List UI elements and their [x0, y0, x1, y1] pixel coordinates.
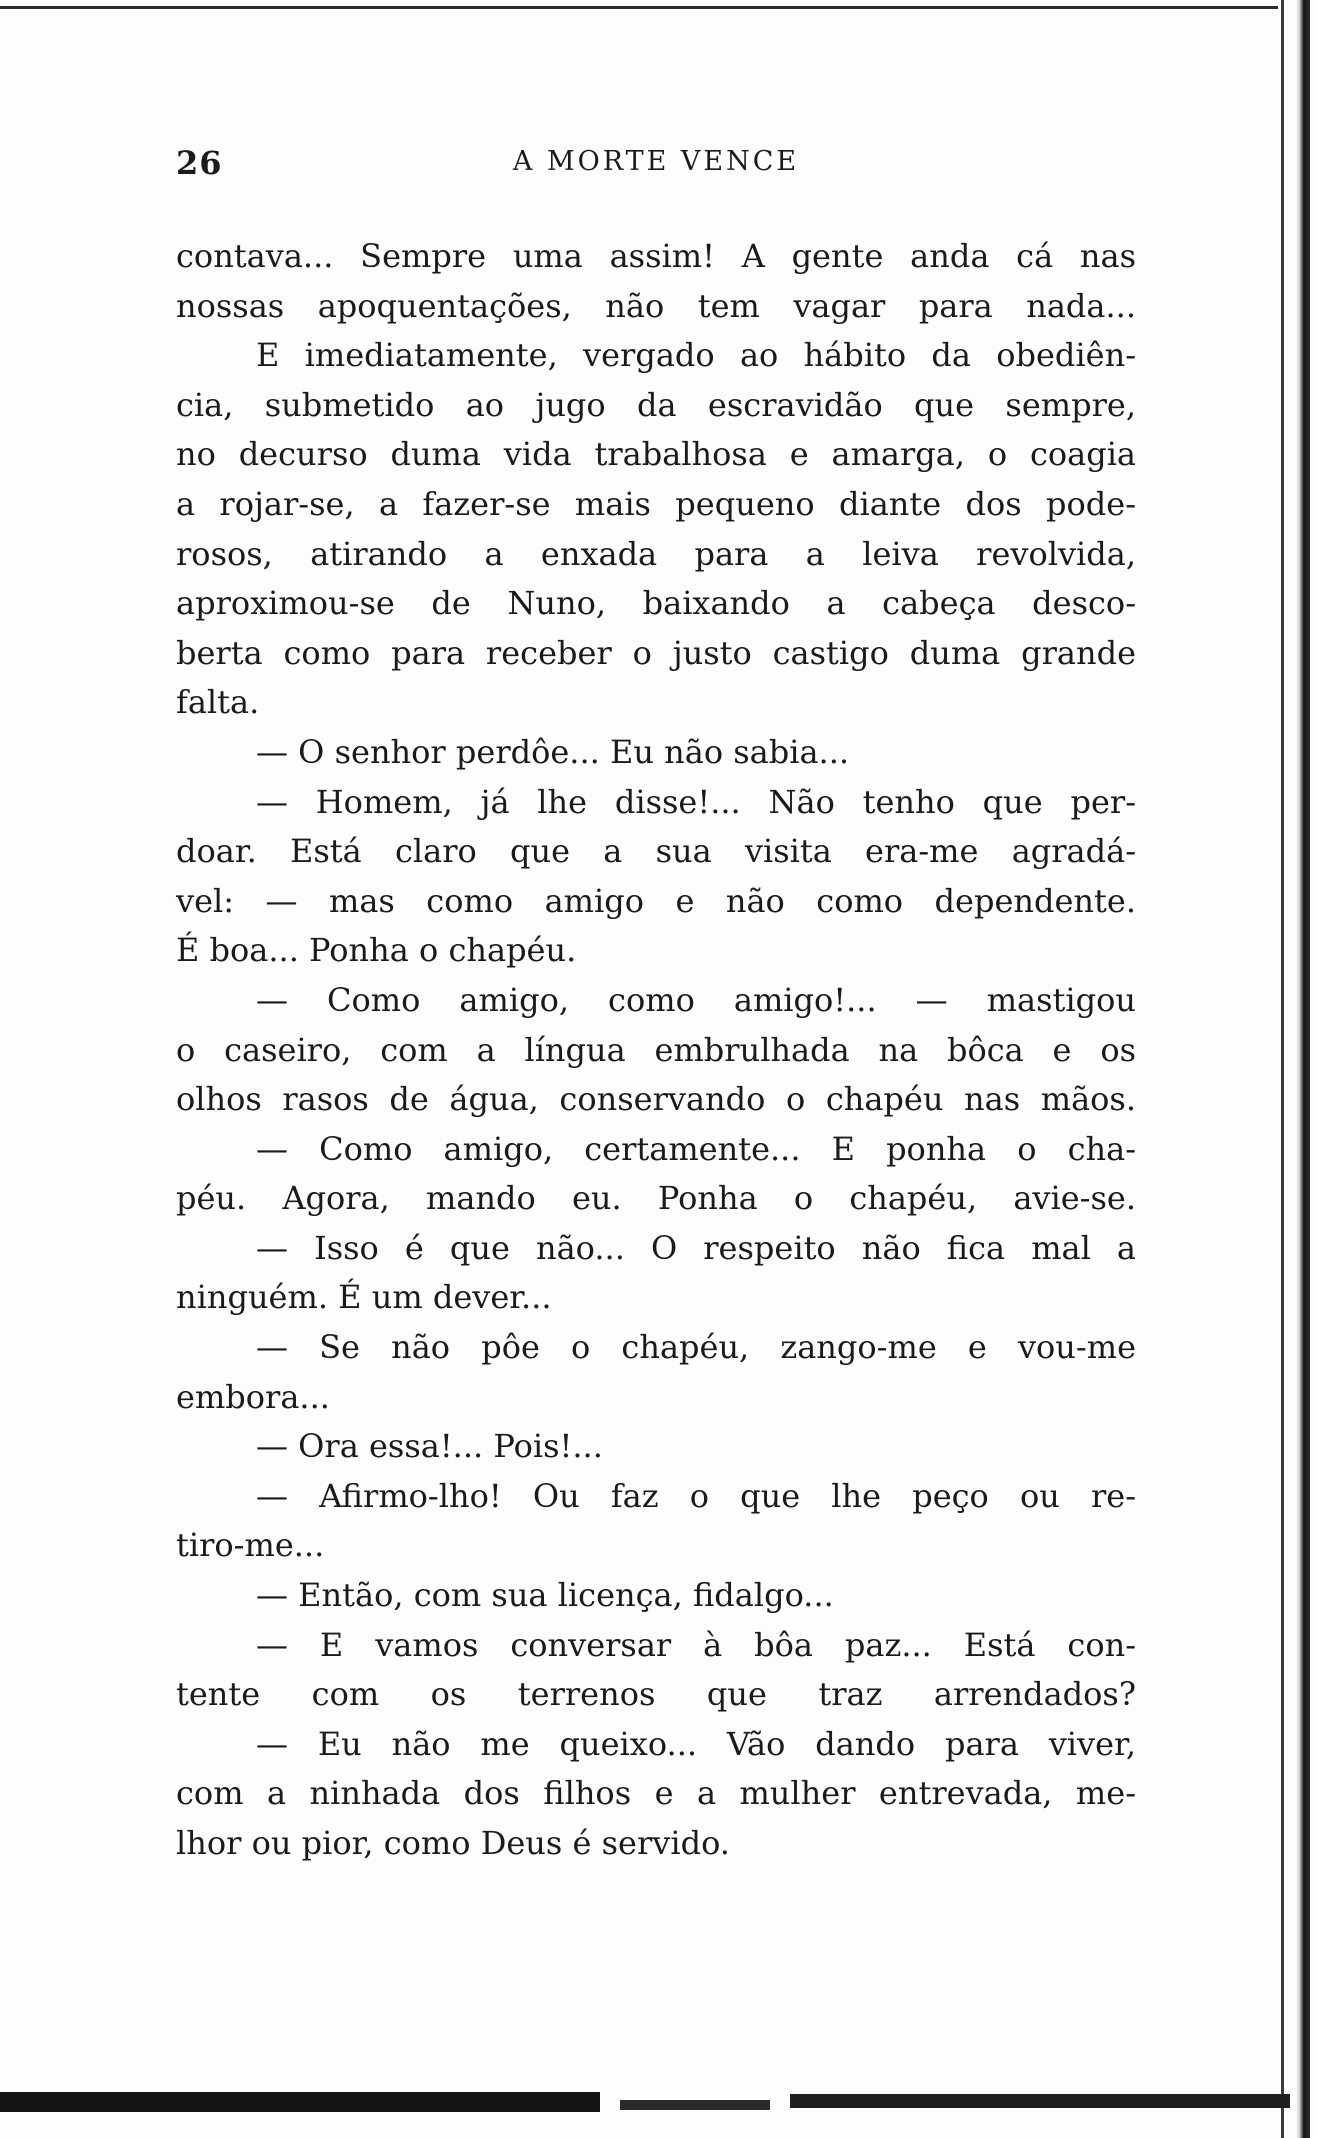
bottom-edge-shadow	[0, 2092, 600, 2112]
text-line: rosos, atirando a enxada para a leiva revolvida,	[176, 534, 1136, 573]
text-line: lhor ou pior, como Deus é servido.	[176, 1824, 730, 1862]
running-title: A MORTE VENCE	[512, 146, 800, 177]
text-line: — Eu não me queixo... Vão dando para viver,	[256, 1724, 1136, 1763]
text-line: nossas apoquentações, não tem vagar para nada...	[176, 286, 1136, 325]
text-line: — Como amigo, certamente... E ponha o cha-	[256, 1129, 1136, 1168]
text-line: — Como amigo, como amigo!... — mastigou	[256, 980, 1136, 1019]
text-line: doar. Está claro que a sua visita era-me agradá-	[176, 832, 1136, 871]
text-line: É boa... Ponha o chapéu.	[176, 931, 577, 970]
text-line: o caseiro, com a língua embrulhada na bôca e os	[176, 1030, 1136, 1069]
text-line: — Então, com sua licença, fidalgo...	[256, 1576, 834, 1615]
bottom-edge-shadow	[620, 2100, 770, 2110]
binding-edge	[1296, 0, 1310, 2138]
text-line: — E vamos conversar à bôa paz... Está con-	[256, 1625, 1136, 1664]
text-line: E imediatamente, vergado ao hábito da obediên-	[256, 336, 1136, 375]
text-line: olhos rasos de água, conservando o chapéu nas mãos.	[176, 1080, 1136, 1119]
text-line: ninguém. É um dever...	[176, 1278, 552, 1317]
bottom-edge-shadow	[790, 2094, 1290, 2108]
text-line: aproximou-se de Nuno, baixando a cabeça desco-	[176, 584, 1136, 623]
text-line: — Homem, já lhe disse!... Não tenho que per-	[256, 782, 1136, 821]
body-text	[176, 232, 1136, 1869]
binding-edge-line	[1281, 0, 1284, 2138]
text-line: — O senhor perdôe... Eu não sabia...	[256, 732, 850, 771]
page-header	[176, 144, 1136, 184]
text-line: — Isso é que não... O respeito não fica mal a	[256, 1228, 1136, 1267]
text-line: a rojar-se, a fazer-se mais pequeno diante dos pode-	[176, 484, 1136, 523]
text-line: embora...	[176, 1377, 330, 1416]
text-line: tente com os terrenos que traz arrendados?	[176, 1675, 1136, 1714]
text-line: — Ora essa!... Pois!...	[256, 1427, 603, 1466]
page-number: 26	[176, 144, 223, 182]
text-line: — Afirmo-lho! Ou faz o que lhe peço ou re-	[256, 1476, 1136, 1515]
text-line: — Se não pôe o chapéu, zango-me e vou-me	[256, 1328, 1136, 1367]
text-line: berta como para receber o justo castigo duma grande	[176, 633, 1136, 672]
text-line: contava... Sempre uma assim! A gente anda cá nas	[176, 237, 1136, 275]
text-line: falta.	[176, 683, 260, 722]
text-line: péu. Agora, mando eu. Ponha o chapéu, avie-se.	[176, 1179, 1136, 1218]
text-line: vel: — mas como amigo e não como dependente.	[176, 881, 1136, 920]
text-line: no decurso duma vida trabalhosa e amarga, o coagia	[176, 435, 1136, 474]
text-line: tiro-me...	[176, 1526, 325, 1565]
text-line: com a ninhada dos filhos e a mulher entrevada, me-	[176, 1774, 1136, 1813]
top-edge-rule	[0, 6, 1278, 9]
text-line: cia, submetido ao jugo da escravidão que sempre,	[176, 385, 1136, 424]
